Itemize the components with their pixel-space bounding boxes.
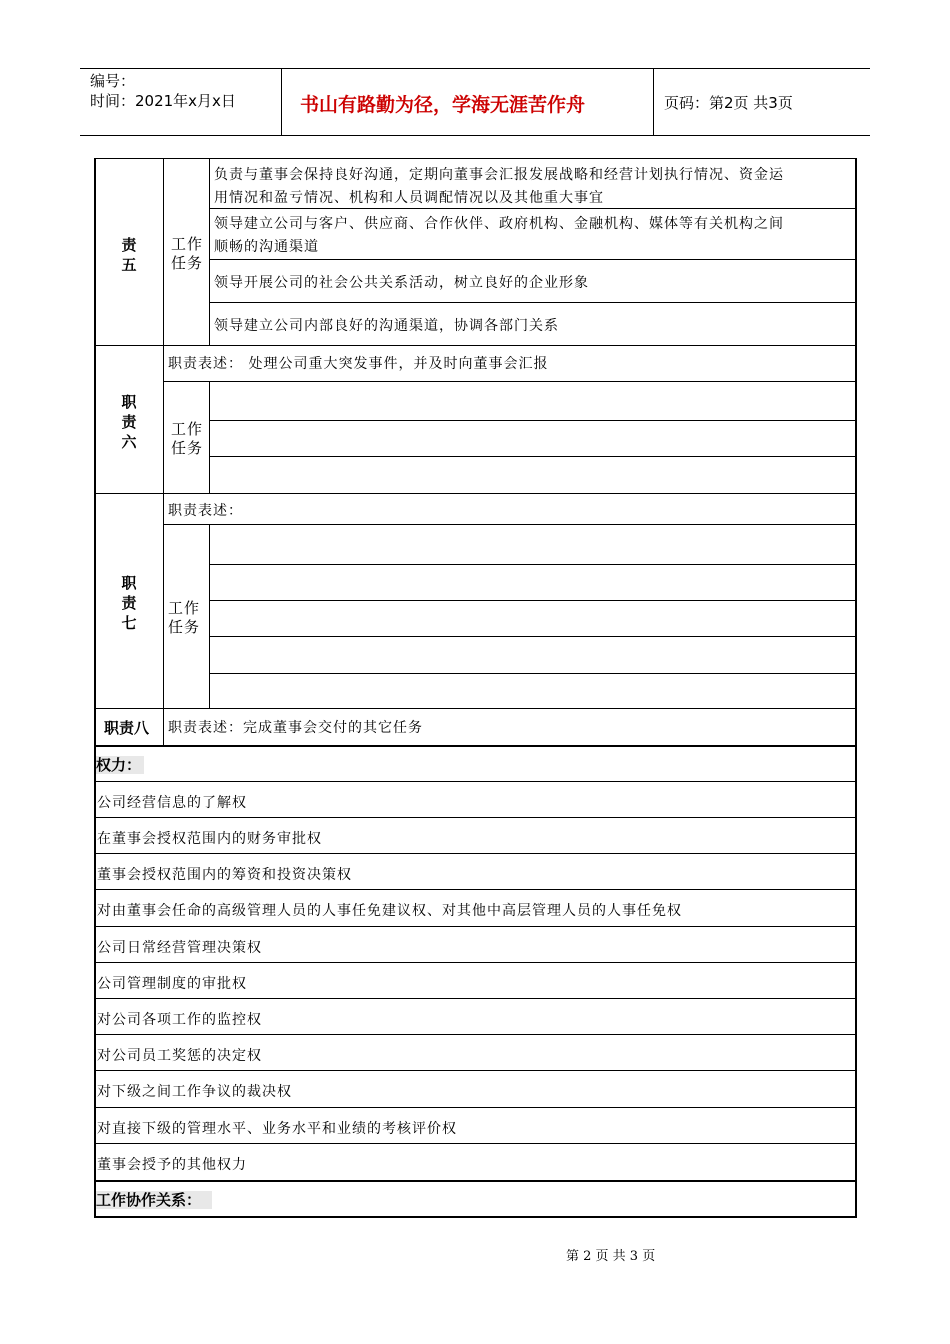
page-indicator: 页码：第2页 共3页 [664, 94, 793, 112]
collaboration-heading: 工作协作关系： [96, 1191, 212, 1209]
power-item: 公司日常经营管理决策权 [97, 940, 262, 956]
document-date-label: 时间：2021年x月x日 [90, 92, 236, 110]
power-item: 董事会授予的其他权力 [97, 1157, 247, 1173]
duty-6-title: 职 责 六 [121, 393, 137, 451]
document-number-label: 编号： [90, 72, 136, 90]
duty-5-task-2: 领导建立公司与客户、供应商、合作伙伴、政府机构、金融机构、媒体等有关机构之间 顺畅的沟通渠道 [214, 216, 784, 255]
power-item: 对公司各项工作的监控权 [97, 1012, 262, 1028]
duty-6-task-label: 工作 任务 [171, 420, 204, 457]
footer-page-number: 第 2 页 共 3 页 [566, 1249, 656, 1264]
duty-5-task-label: 工作 任务 [171, 235, 204, 272]
power-item: 对由董事会任命的高级管理人员的人事任免建议权、对其他中高层管理人员的人事任免权 [97, 903, 682, 919]
duty-7-title: 职 责 七 [121, 574, 137, 632]
power-item: 董事会授权范围内的筹资和投资决策权 [97, 867, 352, 883]
power-item: 公司管理制度的审批权 [97, 976, 247, 992]
power-item: 对公司员工奖惩的决定权 [97, 1048, 262, 1064]
duty-5-title: 责 五 [121, 236, 137, 274]
duty-8-statement: 职责表述：完成董事会交付的其它任务 [168, 720, 423, 736]
power-item: 公司经营信息的了解权 [97, 795, 247, 811]
header-motto: 书山有路勤为径，学海无涯苦作舟 [300, 94, 586, 116]
duty-5-task-3: 领导开展公司的社会公共关系活动，树立良好的企业形象 [214, 275, 589, 291]
duty-5-task-4: 领导建立公司内部良好的沟通渠道，协调各部门关系 [214, 318, 559, 334]
duty-5-task-1: 负责与董事会保持良好沟通，定期向董事会汇报发展战略和经营计划执行情况、资金运 用情况和盈亏情况、机构和人员调配情况以及其他重大事宜 [214, 167, 784, 206]
powers-heading: 权力： [96, 756, 144, 774]
duty-8-title: 职责八 [104, 719, 150, 737]
power-item: 对下级之间工作争议的裁决权 [97, 1084, 292, 1100]
duty-7-task-label: 工作 任务 [168, 599, 201, 636]
duty-6-statement: 职责表述： 处理公司重大突发事件，并及时向董事会汇报 [168, 356, 549, 372]
power-item: 对直接下级的管理水平、业务水平和业绩的考核评价权 [97, 1121, 457, 1137]
duty-7-statement: 职责表述： [168, 503, 243, 519]
power-item: 在董事会授权范围内的财务审批权 [97, 831, 322, 847]
